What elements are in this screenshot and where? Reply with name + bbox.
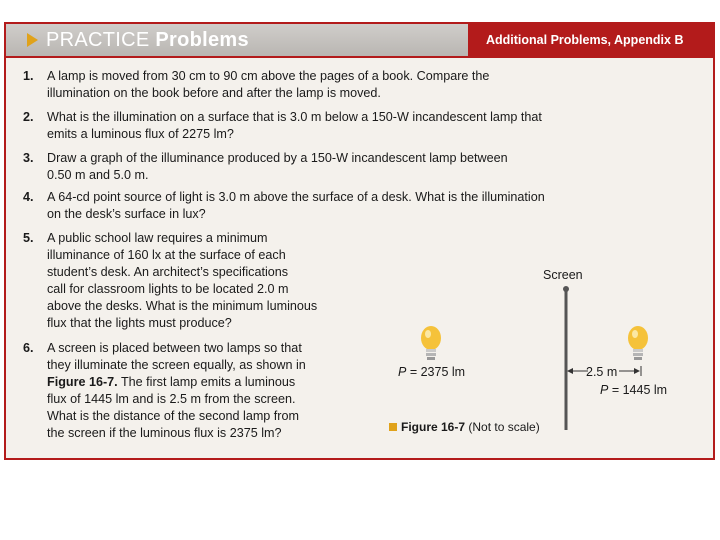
problem-number: 4.: [23, 190, 34, 204]
left-lamp-value: = 2375 lm: [409, 365, 466, 379]
problem-line: Draw a graph of the illuminance produced by a 150-W incandescent lamp between: [47, 151, 508, 165]
problem-line: A public school law requires a minimum: [47, 231, 268, 245]
problem-line: illumination on the book before and after the lamp is moved.: [47, 86, 381, 100]
problem-number: 5.: [23, 231, 34, 245]
problem-line: student’s desk. An architect’s specifications: [47, 265, 289, 279]
caption-note: (Not to scale): [468, 420, 540, 434]
problem-line: above the desks. What is the minimum luminous: [47, 299, 318, 313]
figure-reference: Figure 16-7.: [47, 375, 118, 389]
problem-line: emits a luminous flux of 2275 lm?: [47, 127, 234, 141]
screen-label: Screen: [543, 268, 583, 282]
problem-text: [47, 109, 542, 143]
problem-line: [47, 374, 306, 391]
problem-line: What is the distance of the second lamp from: [47, 409, 299, 423]
problem-text: [47, 230, 317, 332]
problem-number: 2.: [23, 110, 34, 124]
left-lamp-icon: [418, 324, 444, 364]
problem-number: 3.: [23, 151, 34, 165]
problem-number: 6.: [23, 341, 34, 355]
problem-5: [23, 230, 353, 334]
additional-problems-label: Additional Problems, Appendix B: [486, 33, 684, 47]
right-arrow-icon: [618, 364, 644, 378]
right-lamp-icon: [625, 324, 651, 364]
problem-line: flux that the lights must produce?: [47, 316, 232, 330]
left-lamp-label: [398, 365, 465, 379]
problem-1: [23, 68, 663, 102]
problem-text: [47, 340, 306, 442]
panel-title: [46, 28, 249, 52]
problem-line: they illuminate the screen equally, as shown in: [47, 358, 306, 372]
problem-line: call for classroom lights to be located 2.0 m: [47, 282, 289, 296]
problem-line: flux of 1445 lm and is 2.5 m from the screen.: [47, 392, 296, 406]
problem-line: A lamp is moved from 30 cm to 90 cm above the pages of a book. Compare the: [47, 69, 490, 83]
problem-text: [47, 150, 508, 184]
problem-6: [23, 340, 353, 444]
panel-title-light: PRACTICE: [46, 29, 150, 51]
caption-square-icon: [389, 423, 397, 431]
problem-line-rest: The first lamp emits a luminous: [117, 375, 296, 389]
problem-line: What is the illumination on a surface that is 3.0 m below a 150-W incandescent lamp that: [47, 110, 542, 124]
right-lamp-value: = 1445 lm: [611, 383, 668, 397]
problem-text: [47, 68, 489, 102]
right-lamp-symbol: P: [600, 383, 609, 397]
problem-line: on the desk’s surface in lux?: [47, 207, 206, 221]
problem-line: the screen if the luminous flux is 2375 lm?: [47, 426, 282, 440]
left-lamp-symbol: P: [398, 365, 407, 379]
problem-2: [23, 109, 663, 143]
panel-header: [6, 24, 713, 58]
problem-line: A 64-cd point source of light is 3.0 m above the surface of a desk. What is the illumination: [47, 190, 545, 204]
panel-title-bold: Problems: [155, 29, 249, 51]
distance-label: 2.5 m: [586, 365, 618, 379]
screen-line: [556, 282, 576, 442]
problem-line: illuminance of 160 lx at the surface of each: [47, 248, 286, 262]
problem-line: A screen is placed between two lamps so that: [47, 341, 302, 355]
problem-4: [23, 189, 663, 223]
problem-number: 1.: [23, 69, 34, 83]
problem-line: 0.50 m and 5.0 m.: [47, 168, 149, 182]
caption-figure-number: Figure 16-7: [401, 420, 466, 434]
practice-problems-panel: [4, 22, 715, 460]
figure-caption: [389, 420, 540, 434]
problem-3: [23, 150, 663, 184]
right-lamp-label: [600, 383, 667, 397]
additional-problems-tab: [468, 24, 713, 56]
play-arrow-icon: [27, 33, 38, 47]
problem-text: [47, 189, 545, 223]
